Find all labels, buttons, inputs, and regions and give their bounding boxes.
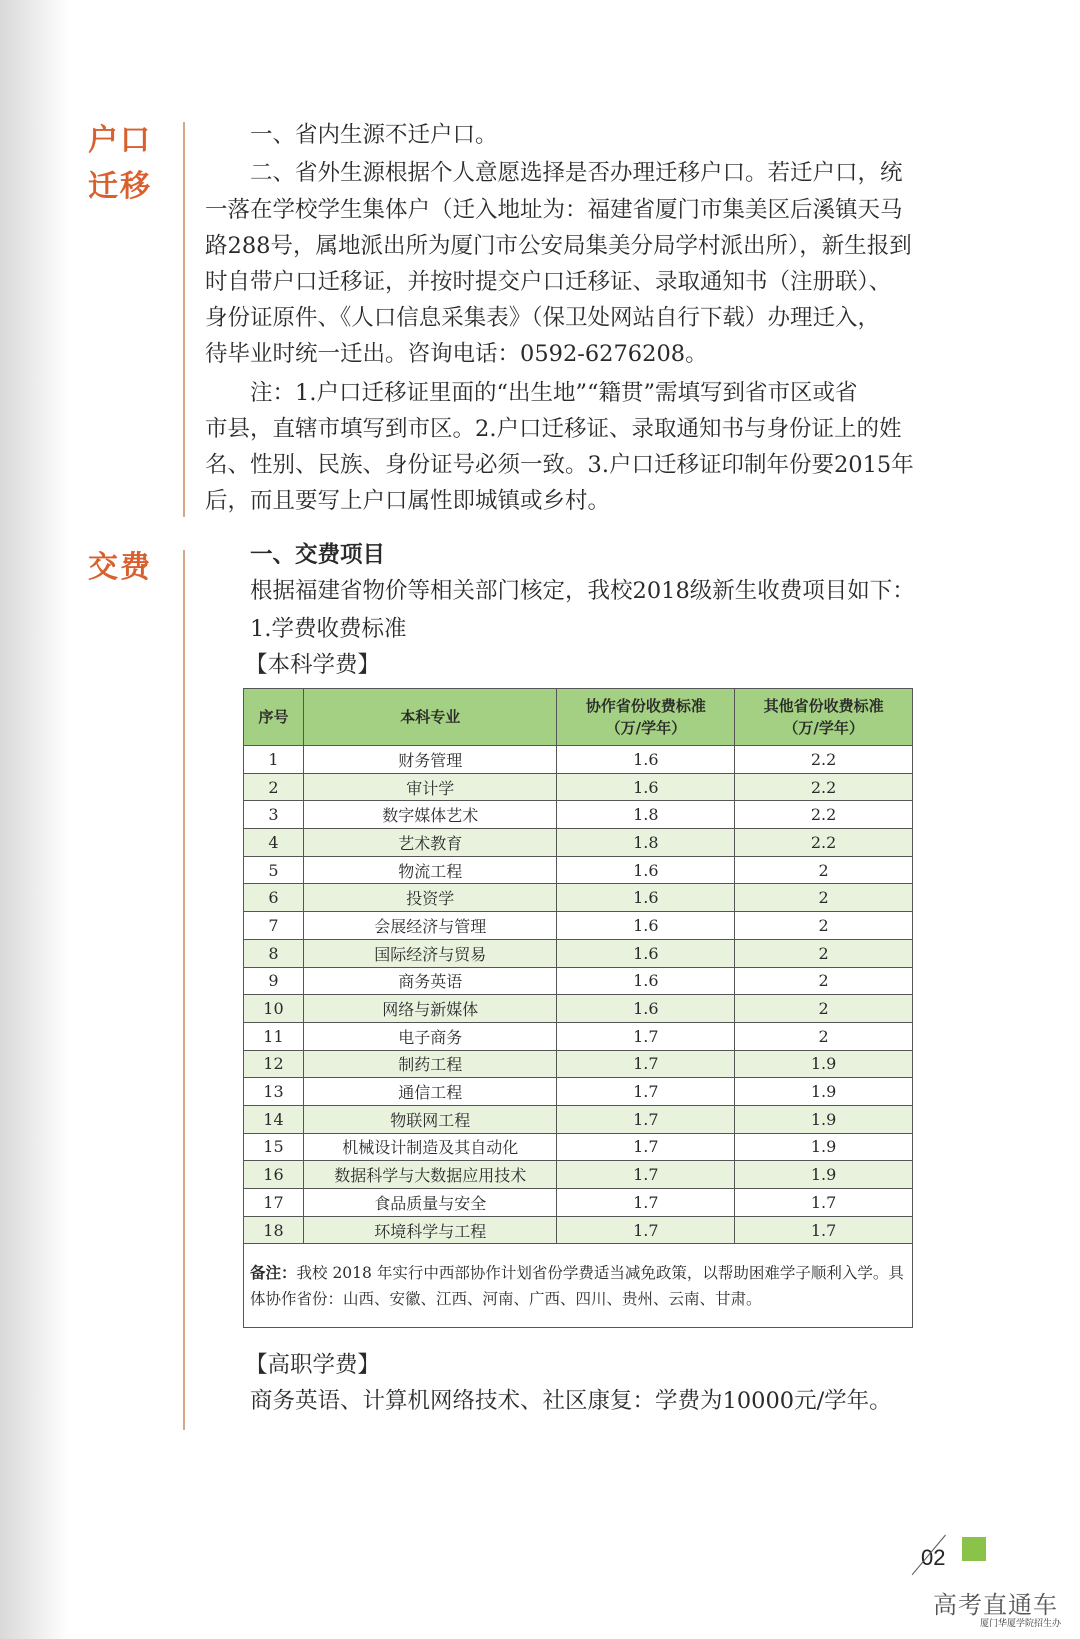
table-cell: 食品质量与安全 bbox=[303, 1189, 557, 1217]
table-cell: 1.7 bbox=[557, 1189, 735, 1217]
table-cell: 通信工程 bbox=[303, 1078, 557, 1106]
table-cell: 1.7 bbox=[557, 1105, 735, 1133]
table-cell: 2 bbox=[735, 939, 913, 967]
table-row bbox=[244, 801, 913, 829]
table-cell: 5 bbox=[244, 856, 304, 884]
table-cell: 电子商务 bbox=[303, 1022, 557, 1050]
table-cell: 机械设计制造及其自动化 bbox=[303, 1133, 557, 1161]
table-cell: 1.8 bbox=[557, 801, 735, 829]
table-cell: 会展经济与管理 bbox=[303, 912, 557, 940]
table-cell: 15 bbox=[244, 1133, 304, 1161]
table-row bbox=[244, 1105, 913, 1133]
column-header bbox=[244, 689, 304, 746]
table-cell: 1.7 bbox=[557, 1050, 735, 1078]
table-cell: 3 bbox=[244, 801, 304, 829]
divider bbox=[183, 122, 185, 517]
table-cell: 2.2 bbox=[735, 773, 913, 801]
table-cell: 2 bbox=[735, 1022, 913, 1050]
section-title-hukou: 户口 迁移 bbox=[88, 123, 152, 204]
fees-intro: 根据福建省物价等相关部门核定，我校2018级新生收费项目如下： bbox=[250, 578, 915, 604]
table-cell: 2 bbox=[735, 995, 913, 1023]
table-cell: 2 bbox=[735, 912, 913, 940]
table-cell: 2.2 bbox=[735, 829, 913, 857]
table-row bbox=[244, 884, 913, 912]
table-cell: 1.7 bbox=[735, 1216, 913, 1244]
table-cell: 1.9 bbox=[735, 1133, 913, 1161]
green-square-logo bbox=[962, 1537, 986, 1561]
table-row bbox=[244, 995, 913, 1023]
table-cell: 1.7 bbox=[557, 1022, 735, 1050]
table-cell: 4 bbox=[244, 829, 304, 857]
table-row bbox=[244, 1133, 913, 1161]
column-header-line: 其他省份收费标准 bbox=[763, 697, 884, 715]
table-cell: 2 bbox=[244, 773, 304, 801]
hukou-line: 一、省内生源不迁户口。 bbox=[250, 122, 498, 148]
table-cell: 12 bbox=[244, 1050, 304, 1078]
hukou-line: 注：1.户口迁移证里面的“出生地”“籍贯”需填写到省市区或省 bbox=[250, 380, 858, 406]
table-cell: 1.6 bbox=[557, 856, 735, 884]
table-cell: 商务英语 bbox=[303, 967, 557, 995]
table-cell: 2 bbox=[735, 884, 913, 912]
page-edge-shadow bbox=[0, 0, 70, 1639]
table-cell: 1.6 bbox=[557, 967, 735, 995]
table-row bbox=[244, 1161, 913, 1189]
table-row bbox=[244, 939, 913, 967]
table-row bbox=[244, 1189, 913, 1217]
table-cell: 财务管理 bbox=[303, 746, 557, 774]
hukou-line: 一落在学校学生集体户（迁入地址为：福建省厦门市集美区后溪镇天马 bbox=[205, 197, 903, 223]
table-cell: 1.6 bbox=[557, 995, 735, 1023]
table-cell: 8 bbox=[244, 939, 304, 967]
note-label: 备注： bbox=[250, 1262, 297, 1282]
table-row bbox=[244, 967, 913, 995]
table-cell: 7 bbox=[244, 912, 304, 940]
table-cell: 国际经济与贸易 bbox=[303, 939, 557, 967]
brand-subtitle: 厦门华厦学院招生办 bbox=[980, 1619, 1062, 1629]
table-cell: 16 bbox=[244, 1161, 304, 1189]
hukou-line: 后，而且要写上户口属性即城镇或乡村。 bbox=[205, 488, 611, 514]
table-cell: 数字媒体艺术 bbox=[303, 801, 557, 829]
table-cell: 投资学 bbox=[303, 884, 557, 912]
table-row bbox=[244, 829, 913, 857]
table-cell: 14 bbox=[244, 1105, 304, 1133]
hukou-line: 市县，直辖市填写到市区。2.户口迁移证、录取通知书与身份证上的姓 bbox=[205, 416, 902, 442]
undergrad-label: 【本科学费】 bbox=[245, 652, 381, 678]
vocational-label: 【高职学费】 bbox=[245, 1352, 381, 1378]
fees-sub1: 1.学费收费标准 bbox=[250, 616, 407, 642]
table-cell: 1.6 bbox=[557, 746, 735, 774]
table-cell: 1.7 bbox=[557, 1161, 735, 1189]
table-row bbox=[244, 1022, 913, 1050]
table-cell: 17 bbox=[244, 1189, 304, 1217]
table-cell: 制药工程 bbox=[303, 1050, 557, 1078]
column-header-line: 序号 bbox=[258, 708, 289, 726]
column-header-line: 本科专业 bbox=[400, 708, 461, 726]
column-header bbox=[735, 689, 913, 746]
table-cell: 1.9 bbox=[735, 1050, 913, 1078]
table-cell: 2.2 bbox=[735, 746, 913, 774]
table-cell: 1.8 bbox=[557, 829, 735, 857]
table-cell: 数据科学与大数据应用技术 bbox=[303, 1161, 557, 1189]
table-cell: 2 bbox=[735, 856, 913, 884]
table-cell: 物流工程 bbox=[303, 856, 557, 884]
column-header bbox=[557, 689, 735, 746]
table-row bbox=[244, 856, 913, 884]
table-row bbox=[244, 1050, 913, 1078]
table-cell: 13 bbox=[244, 1078, 304, 1106]
divider bbox=[183, 550, 185, 1430]
table-cell: 1 bbox=[244, 746, 304, 774]
table-cell: 6 bbox=[244, 884, 304, 912]
vocational-text: 商务英语、计算机网络技术、社区康复：学费为10000元/学年。 bbox=[250, 1388, 892, 1414]
table-cell: 1.6 bbox=[557, 884, 735, 912]
page-number: 02 bbox=[921, 1545, 946, 1570]
table-cell: 1.9 bbox=[735, 1105, 913, 1133]
note-text: 我校 2018 年实行中西部协作计划省份学费适当减免政策，以帮助困难学子顺利入学。具体协作省份：山西、安徽、江西、河南、广西、四川、贵州、云南、甘肃。 bbox=[250, 1263, 904, 1308]
table-cell: 10 bbox=[244, 995, 304, 1023]
column-header-line: 协作省份收费标准 bbox=[585, 697, 706, 715]
section-title-fees: 交费 bbox=[88, 550, 152, 585]
table-cell: 审计学 bbox=[303, 773, 557, 801]
table-cell: 环境科学与工程 bbox=[303, 1216, 557, 1244]
hukou-line: 二、省外生源根据个人意愿选择是否办理迁移户口。若迁户口，统 bbox=[250, 160, 903, 186]
table-row bbox=[244, 912, 913, 940]
table-cell: 1.6 bbox=[557, 912, 735, 940]
table-cell: 物联网工程 bbox=[303, 1105, 557, 1133]
table-cell: 1.7 bbox=[557, 1216, 735, 1244]
column-header bbox=[303, 689, 557, 746]
table-note bbox=[244, 1244, 913, 1328]
table-row bbox=[244, 1078, 913, 1106]
table-cell: 1.6 bbox=[557, 939, 735, 967]
table-row bbox=[244, 746, 913, 774]
table-cell: 9 bbox=[244, 967, 304, 995]
brand-name: 高考直通车 bbox=[933, 1591, 1058, 1619]
table-cell: 1.9 bbox=[735, 1078, 913, 1106]
table-cell: 网络与新媒体 bbox=[303, 995, 557, 1023]
table-cell: 1.7 bbox=[557, 1133, 735, 1161]
table-cell: 1.6 bbox=[557, 773, 735, 801]
hukou-line: 待毕业时统一迁出。咨询电话：0592-6276208。 bbox=[205, 341, 708, 367]
hukou-line: 路288号，属地派出所为厦门市公安局集美分局学村派出所），新生报到 bbox=[205, 233, 912, 259]
column-header-line: （万/学年） bbox=[605, 719, 687, 737]
table-cell: 1.7 bbox=[735, 1189, 913, 1217]
table-cell: 18 bbox=[244, 1216, 304, 1244]
table-cell: 艺术教育 bbox=[303, 829, 557, 857]
column-header-line: （万/学年） bbox=[783, 719, 864, 737]
hukou-line: 时自带户口迁移证，并按时提交户口迁移证、录取通知书（注册联）、 bbox=[205, 269, 892, 295]
table-cell: 1.9 bbox=[735, 1161, 913, 1189]
hukou-line: 身份证原件、《人口信息采集表》（保卫处网站自行下载）办理迁入， bbox=[205, 305, 881, 331]
table-row bbox=[244, 773, 913, 801]
table-cell: 11 bbox=[244, 1022, 304, 1050]
fees-heading: 一、交费项目 bbox=[250, 542, 386, 568]
table-cell: 2 bbox=[735, 967, 913, 995]
tuition-table bbox=[243, 688, 913, 1328]
table-cell: 1.7 bbox=[557, 1078, 735, 1106]
table-row bbox=[244, 1216, 913, 1244]
table-cell: 2.2 bbox=[735, 801, 913, 829]
hukou-line: 名、性别、民族、身份证号必须一致。3.户口迁移证印制年份要2015年 bbox=[205, 452, 914, 478]
